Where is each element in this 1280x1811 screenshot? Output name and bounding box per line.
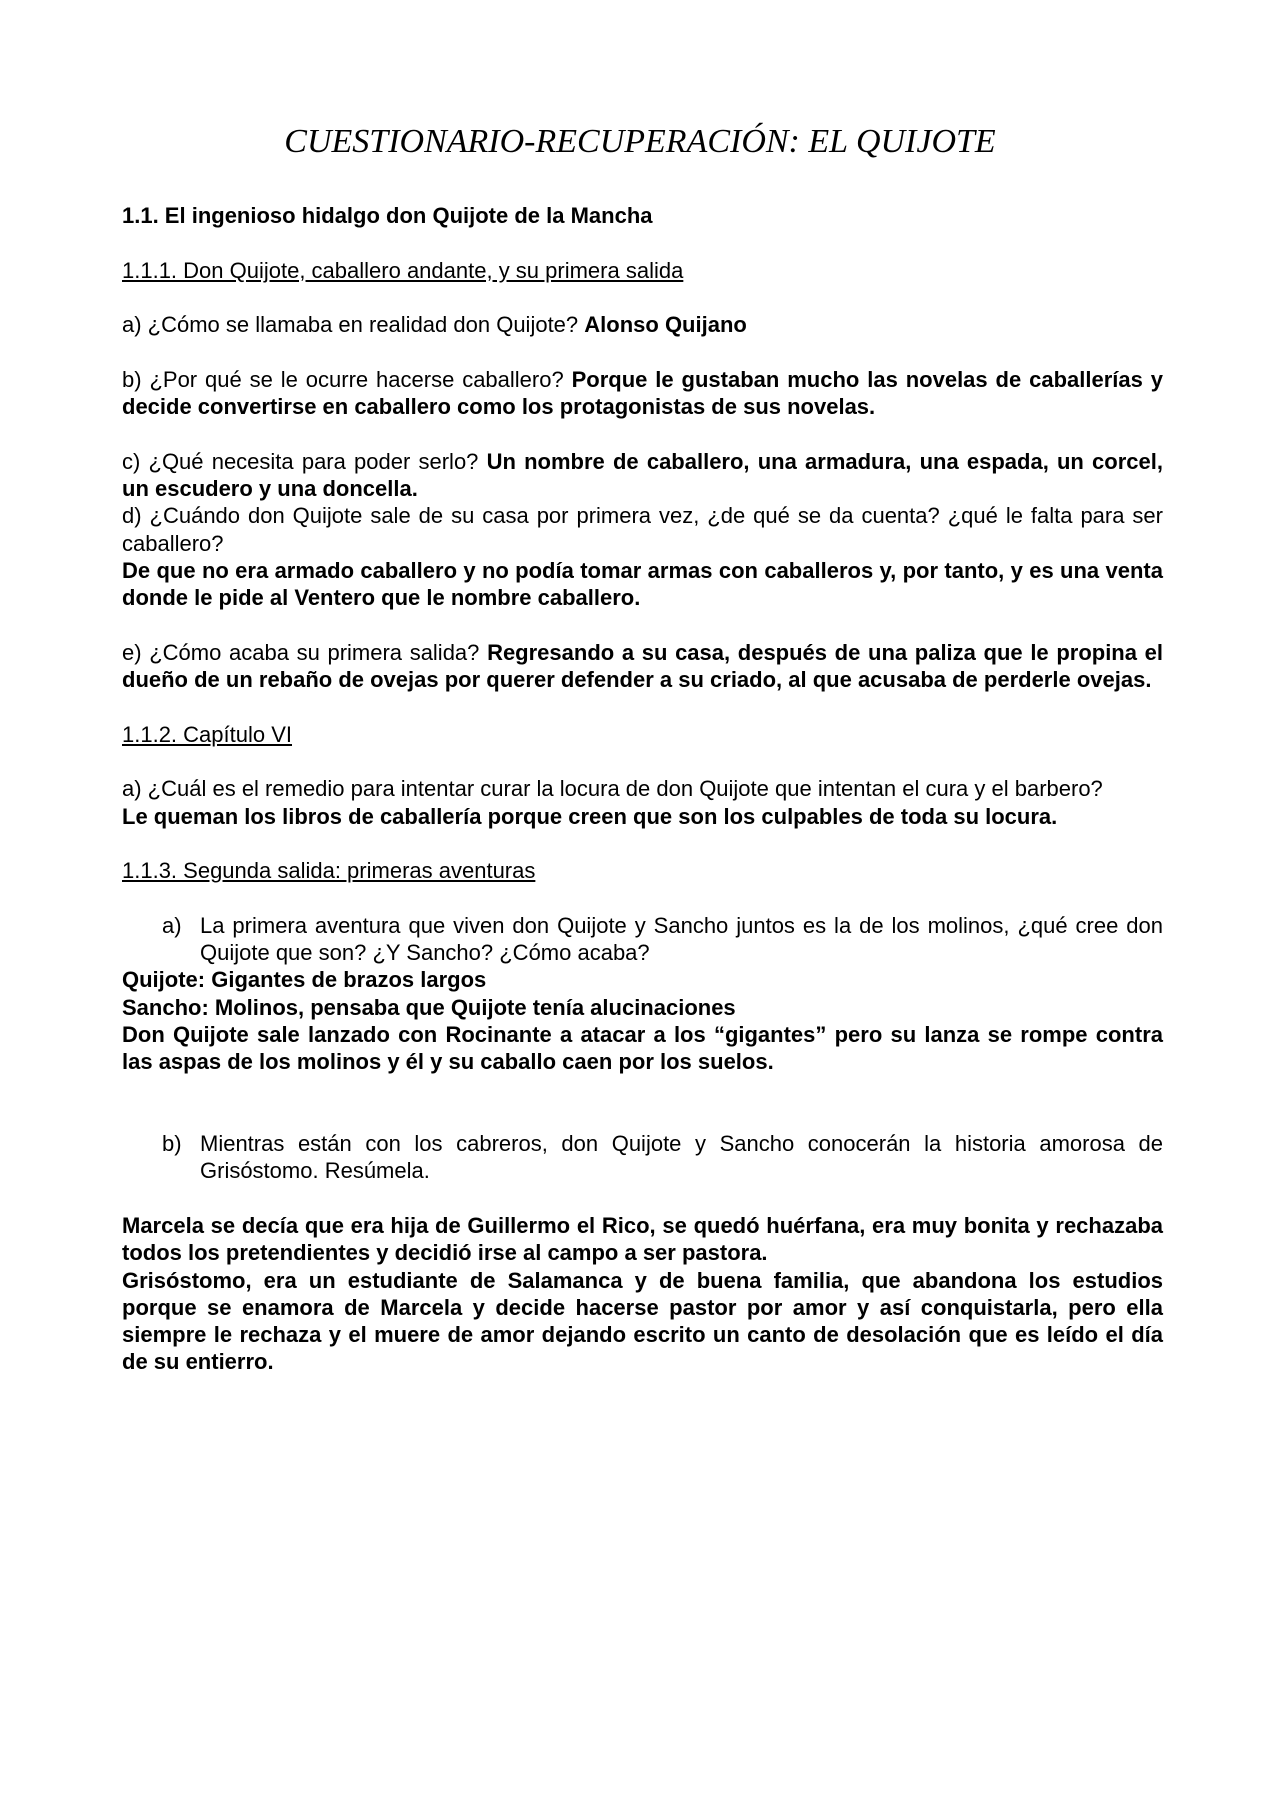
answer-3a-line-3: Don Quijote sale lanzado con Rocinante a atacar a los “gigantes” pero su lanza se rompe contra las aspas de los molinos y él y su caballo caen por los suelos. xyxy=(122,1021,1163,1075)
subsection-heading-1: 1.1.1. Don Quijote, caballero andante, y su primera salida xyxy=(122,257,684,283)
list-marker: b) xyxy=(162,1131,182,1157)
answer-text: Alonso Quijano xyxy=(584,312,747,338)
question-text: c) ¿Qué necesita para poder serlo? xyxy=(122,448,479,474)
subsection-heading-2: 1.1.2. Capítulo VI xyxy=(122,721,292,747)
question-1a xyxy=(122,311,1163,338)
question-3b xyxy=(122,1130,1163,1185)
question-text: Mientras están con los cabreros, don Quijote y Sancho conocerán la historia amorosa de Grisóstomo. Resúmela. xyxy=(200,1131,1163,1184)
question-text: a) ¿Cómo se llamaba en realidad don Quijote? xyxy=(122,312,579,338)
answer-3a-line-1: Quijote: Gigantes de brazos largos xyxy=(122,967,487,993)
question-text: e) ¿Cómo acaba su primera salida? xyxy=(122,639,480,665)
question-1b xyxy=(122,366,1163,421)
answer-text: Regresando a su casa, después de una paliza que le propina el dueño de un rebaño de ovejas por querer defender a su criado, al que acusaba de perderle ovejas. xyxy=(122,639,1163,693)
question-1e xyxy=(122,639,1163,694)
section-title: 1.1. El ingenioso hidalgo don Quijote de la Mancha xyxy=(122,203,653,228)
answer-2a: Le queman los libros de caballería porque creen que son los culpables de toda su locura. xyxy=(122,803,1058,829)
answer-3b-paragraph-2: Grisóstomo, era un estudiante de Salamanca y de buena familia, que abandona los estudios porque se enamora de Marcela y decide hacerse pastor por amor y así conquistarla, pero ella siempre le rechaza y el muere de amor dejando escrito un canto de desolación que es leído el día de su entierro. xyxy=(122,1267,1163,1375)
page-title: CUESTIONARIO-RECUPERACIÓN: EL QUIJOTE xyxy=(284,123,996,160)
question-text: b) ¿Por qué se le ocurre hacerse caballero? xyxy=(122,366,564,392)
answer-text: Un nombre de caballero, una armadura, una espada, un corcel, un escudero y una doncella. xyxy=(122,448,1163,501)
answer-3b-paragraph-1: Marcela se decía que era hija de Guillermo el Rico, se quedó huérfana, era muy bonita y rechazaba todos los pretendientes y decidió irse al campo a ser pastora. xyxy=(122,1212,1163,1266)
subsection-heading-3: 1.1.3. Segunda salida: primeras aventuras xyxy=(122,858,536,884)
list-marker: a) xyxy=(162,912,182,938)
document-body xyxy=(122,202,1163,1376)
answer-3a-line-2: Sancho: Molinos, pensaba que Quijote tenía alucinaciones xyxy=(122,994,736,1020)
question-text: La primera aventura que viven don Quijote y Sancho juntos es la de los molinos, ¿qué cree don Quijote que son? ¿Y Sancho? ¿Cómo acaba? xyxy=(200,912,1163,966)
question-1d: d) ¿Cuándo don Quijote sale de su casa por primera vez, ¿de qué se da cuenta? ¿qué le falta para ser caballero? xyxy=(122,503,1163,556)
answer-text: Porque le gustaban mucho las novelas de caballerías y decide convertirse en caballero como los protagonistas de sus novelas. xyxy=(122,366,1163,420)
question-3a xyxy=(122,912,1163,967)
question-1c xyxy=(122,448,1163,503)
answer-1d: De que no era armado caballero y no podía tomar armas con caballeros y, por tanto, y es una venta donde le pide al Ventero que le nombre caballero. xyxy=(122,557,1163,611)
question-2a: a) ¿Cuál es el remedio para intentar curar la locura de don Quijote que intentan el cura y el barbero? xyxy=(122,776,1103,802)
